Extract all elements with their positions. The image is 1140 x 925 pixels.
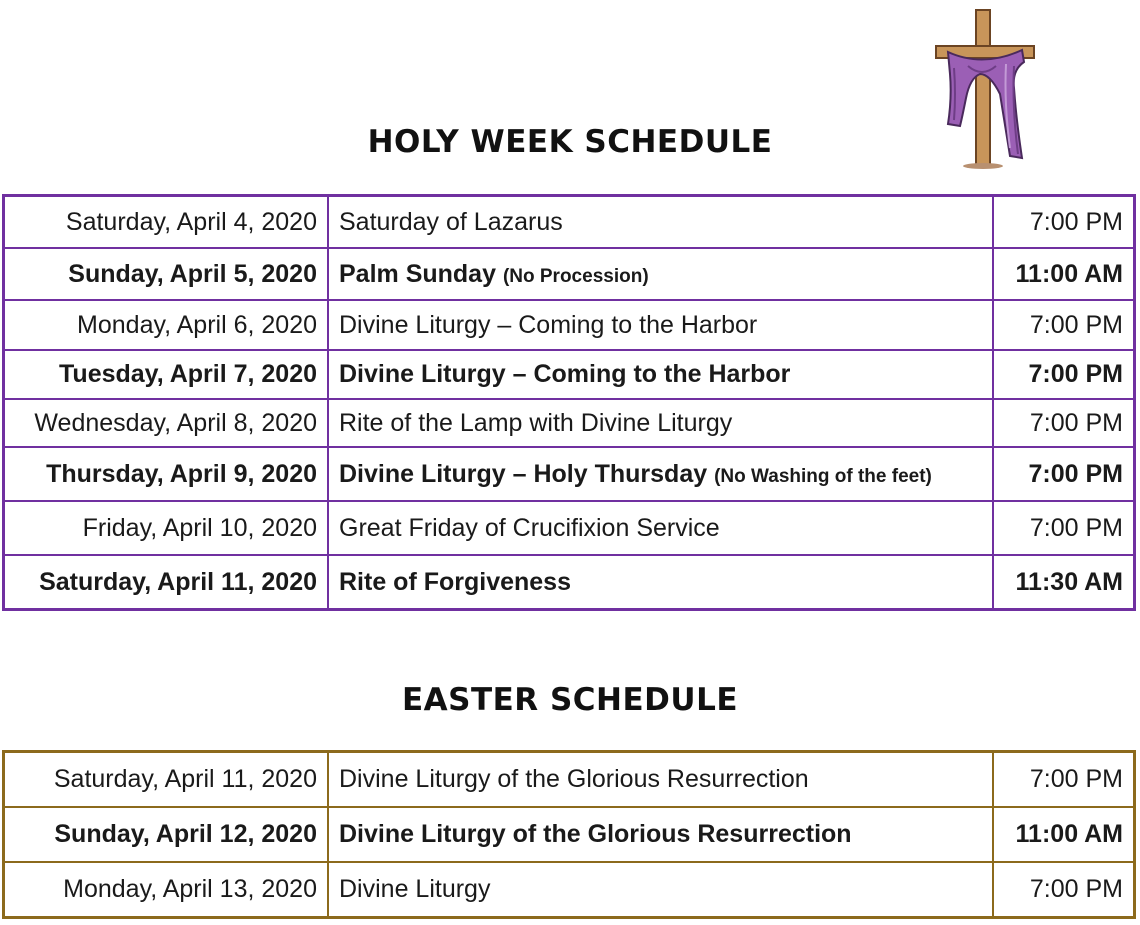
row-date: Saturday, April 4, 2020: [4, 196, 329, 249]
holy-week-title: HOLY WEEK SCHEDULE: [367, 124, 773, 160]
schedule-row: [4, 862, 1135, 918]
row-event-cell: [328, 350, 993, 399]
row-event-cell: [328, 752, 993, 808]
row-date: Wednesday, April 8, 2020: [4, 399, 329, 447]
schedule-row: [4, 555, 1135, 610]
row-date: Friday, April 10, 2020: [4, 501, 329, 555]
row-event-cell: [328, 862, 993, 918]
row-event-cell: [328, 300, 993, 350]
row-date: Thursday, April 9, 2020: [4, 447, 329, 501]
row-event: Palm Sunday: [339, 259, 496, 288]
row-time: 7:00 PM: [993, 862, 1135, 918]
row-event-cell: [328, 501, 993, 555]
row-event: Rite of Forgiveness: [339, 567, 571, 596]
row-event-cell: [328, 555, 993, 610]
schedule-row: [4, 248, 1135, 300]
row-time: 7:00 PM: [993, 501, 1135, 555]
schedule-row: [4, 399, 1135, 447]
row-event-cell: [328, 248, 993, 300]
row-date: Tuesday, April 7, 2020: [4, 350, 329, 399]
row-event-cell: [328, 447, 993, 501]
row-time: 7:00 PM: [993, 752, 1135, 808]
schedule-row: [4, 350, 1135, 399]
row-event: Great Friday of Crucifixion Service: [339, 513, 720, 542]
schedule-row: [4, 196, 1135, 249]
row-time: 7:00 PM: [993, 399, 1135, 447]
schedule-row: [4, 501, 1135, 555]
row-event: Saturday of Lazarus: [339, 207, 563, 236]
row-event-note: (No Washing of the feet): [714, 465, 932, 487]
row-event: Divine Liturgy of the Glorious Resurrection: [339, 765, 809, 793]
row-event: Divine Liturgy: [339, 875, 491, 903]
row-event: Divine Liturgy of the Glorious Resurrection: [339, 820, 852, 848]
row-time: 11:00 AM: [993, 807, 1135, 862]
row-date: Saturday, April 11, 2020: [4, 752, 329, 808]
row-event: Rite of the Lamp with Divine Liturgy: [339, 408, 733, 437]
row-date: Sunday, April 12, 2020: [4, 807, 329, 862]
row-event: Divine Liturgy – Holy Thursday: [339, 459, 708, 488]
row-time: 7:00 PM: [993, 196, 1135, 249]
row-event-cell: [328, 807, 993, 862]
easter-schedule-table: [2, 750, 1136, 919]
schedule-row: [4, 300, 1135, 350]
row-event-note: (No Procession): [502, 265, 649, 287]
schedule-row: [4, 752, 1135, 808]
row-time: 11:00 AM: [993, 248, 1135, 300]
row-event: Divine Liturgy – Coming to the Harbor: [339, 310, 758, 339]
row-date: Monday, April 6, 2020: [4, 300, 329, 350]
row-time: 7:00 PM: [993, 350, 1135, 399]
row-date: Saturday, April 11, 2020: [4, 555, 329, 610]
row-date: Sunday, April 5, 2020: [4, 248, 329, 300]
holy-week-schedule-table: [2, 194, 1136, 611]
row-time: 7:00 PM: [993, 447, 1135, 501]
schedule-row: [4, 447, 1135, 501]
row-event-cell: [328, 399, 993, 447]
row-event: Divine Liturgy – Coming to the Harbor: [339, 360, 791, 388]
easter-title: EASTER SCHEDULE: [401, 682, 738, 718]
row-date: Monday, April 13, 2020: [4, 862, 329, 918]
row-time: 7:00 PM: [993, 300, 1135, 350]
schedule-row: [4, 807, 1135, 862]
row-event-cell: [328, 196, 993, 249]
row-time: 11:30 AM: [993, 555, 1135, 610]
